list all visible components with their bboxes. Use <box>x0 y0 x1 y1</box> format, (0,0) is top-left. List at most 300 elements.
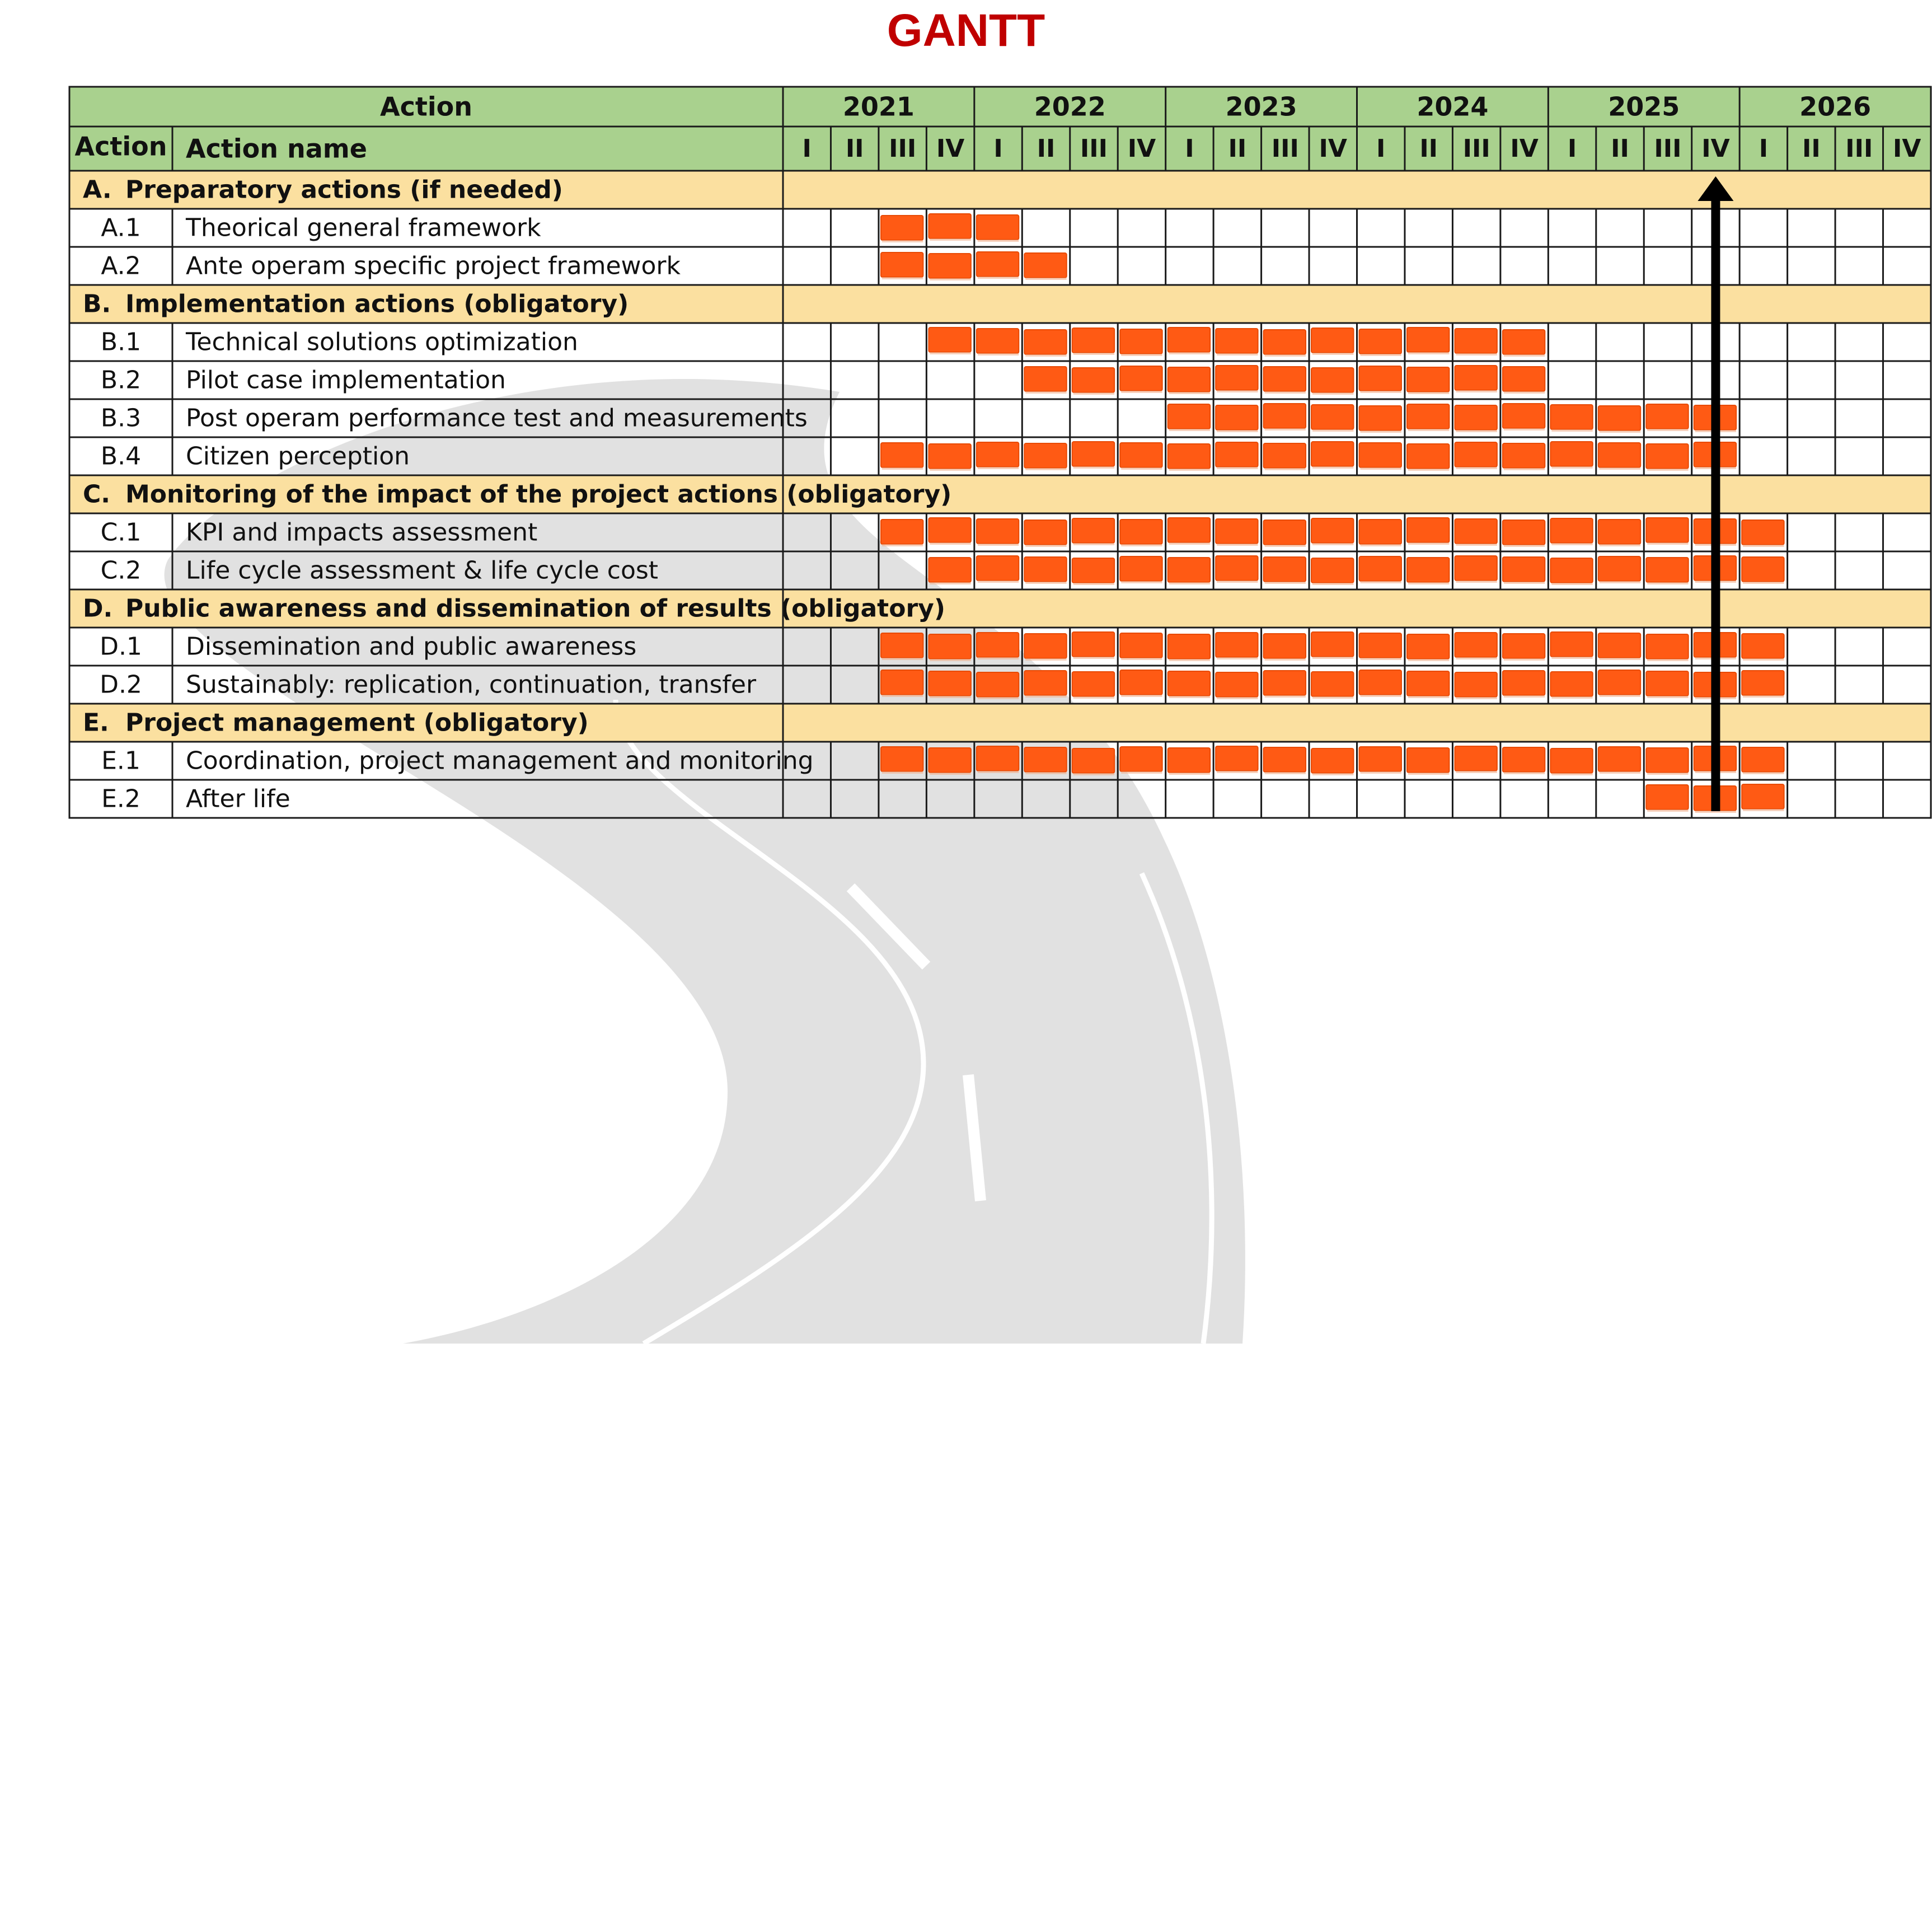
quarter-label: II <box>1228 134 1247 163</box>
gantt-bar <box>929 444 970 469</box>
gantt-bar <box>1407 518 1449 542</box>
gantt-bar <box>881 633 923 658</box>
gantt-bar-shadow <box>1743 809 1784 811</box>
gantt-bar <box>1503 404 1545 428</box>
gantt-bar-shadow <box>1456 544 1497 546</box>
gantt-bar-shadow <box>1025 582 1066 584</box>
gantt-bar <box>1742 557 1784 582</box>
quarter-label: I <box>1567 134 1577 163</box>
gantt-bar-shadow <box>1408 469 1449 471</box>
gantt-bar-shadow <box>930 696 970 698</box>
gantt-bar <box>1264 330 1306 354</box>
gantt-bar <box>1550 518 1592 543</box>
gantt-bar-shadow <box>1217 771 1258 773</box>
gantt-bar <box>1598 443 1640 467</box>
gantt-bar <box>1120 556 1162 581</box>
quarter-label: II <box>1802 134 1821 163</box>
year-label: 2022 <box>1034 91 1106 122</box>
gantt-bar-shadow <box>1743 545 1784 547</box>
section-title: Public awareness and dissemination of results (obligatory) <box>125 594 945 623</box>
gantt-bar <box>929 748 970 773</box>
gantt-bar <box>1264 557 1306 582</box>
gantt-bar-shadow <box>978 657 1019 659</box>
gantt-bar-shadow <box>1169 773 1210 775</box>
task-id: B.4 <box>100 442 142 471</box>
gantt-bar-shadow <box>1504 354 1545 357</box>
gantt-bar <box>1024 253 1066 278</box>
gantt-bar <box>1455 633 1497 657</box>
gantt-bar <box>1742 634 1784 658</box>
gantt-bar <box>1264 443 1306 468</box>
gantt-bar-shadow <box>1312 696 1353 699</box>
task-id: D.2 <box>100 670 142 699</box>
gantt-bar <box>1646 785 1688 809</box>
gantt-bar-shadow <box>1504 428 1545 430</box>
gantt-bar-shadow <box>1217 353 1258 355</box>
gantt-bar-shadow <box>978 277 1019 279</box>
gantt-bar <box>1072 748 1114 773</box>
gantt-bar-shadow <box>978 544 1019 546</box>
gantt-bar-shadow <box>978 697 1019 699</box>
gantt-bar-shadow <box>1600 430 1640 433</box>
gantt-bar <box>1359 633 1401 658</box>
section-code: B. <box>83 289 111 319</box>
gantt-bar <box>1072 518 1114 543</box>
gantt-bar <box>1311 748 1353 773</box>
header-action-name: Action name <box>186 133 367 164</box>
year-label: 2021 <box>842 91 915 122</box>
gantt-bar <box>1216 746 1258 771</box>
gantt-bar-shadow <box>1456 467 1497 469</box>
gantt-bar-shadow <box>1408 696 1449 698</box>
gantt-bar <box>1311 405 1353 429</box>
quarter-label: II <box>1419 134 1438 163</box>
section-title: Preparatory actions (if needed) <box>125 175 563 204</box>
gantt-bar-shadow <box>1600 581 1640 583</box>
quarter-label: IV <box>1127 134 1156 163</box>
gantt-bar <box>929 327 970 352</box>
gantt-bar-shadow <box>1647 659 1688 661</box>
gantt-bar-shadow <box>1025 772 1066 774</box>
gantt-bar <box>1407 558 1449 582</box>
gantt-bar-shadow <box>1456 697 1497 699</box>
gantt-bar-shadow <box>1551 466 1592 469</box>
gantt-bar <box>881 443 923 467</box>
gantt-bar-shadow <box>1551 583 1592 585</box>
gantt-bar <box>1359 366 1401 391</box>
task-name: Pilot case implementation <box>186 366 506 395</box>
gantt-bar <box>1168 671 1210 696</box>
gantt-bar <box>1359 670 1401 695</box>
gantt-bar <box>1311 442 1353 466</box>
gantt-bar-shadow <box>978 353 1019 355</box>
task-id: C.1 <box>100 518 142 547</box>
section-title: Project management (obligatory) <box>125 708 589 737</box>
gantt-bar <box>1407 748 1449 773</box>
gantt-bar <box>1359 556 1401 581</box>
task-id: D.1 <box>100 632 142 661</box>
gantt-bar-shadow <box>930 582 970 584</box>
quarter-label: III <box>1462 134 1490 163</box>
gantt-bar-shadow <box>1073 773 1114 775</box>
gantt-bar-shadow <box>1600 467 1640 470</box>
year-label: 2024 <box>1417 91 1489 122</box>
gantt-bar-shadow <box>1025 695 1066 698</box>
gantt-bar <box>977 252 1019 277</box>
gantt-bar-shadow <box>1551 657 1592 659</box>
gantt-bar <box>1120 366 1162 391</box>
gantt-bar-shadow <box>882 240 923 242</box>
gantt-bar <box>1550 558 1592 583</box>
quarter-label: I <box>993 134 1003 163</box>
year-label: 2025 <box>1608 91 1680 122</box>
gantt-bar-shadow <box>978 240 1019 242</box>
gantt-bar <box>1024 557 1066 582</box>
gantt-bar-shadow <box>1312 657 1353 659</box>
gantt-bar <box>1024 330 1066 354</box>
gantt-bar-shadow <box>1361 581 1401 583</box>
gantt-bar-shadow <box>1647 582 1688 584</box>
gantt-bar-shadow <box>1551 773 1592 775</box>
gantt-bar-shadow <box>1647 429 1688 431</box>
gantt-bar-shadow <box>1312 583 1353 585</box>
gantt-bar <box>1646 671 1688 696</box>
gantt-bar-shadow <box>1504 391 1545 394</box>
gantt-bar <box>1455 405 1497 430</box>
gantt-bar <box>1311 328 1353 353</box>
gantt-bar-shadow <box>1408 773 1449 775</box>
task-name: Sustainably: replication, continuation, transfer <box>186 670 757 699</box>
gantt-bar-shadow <box>930 352 970 354</box>
gantt-bar <box>881 520 923 544</box>
quarter-label: III <box>1654 134 1682 163</box>
gantt-bar-shadow <box>1025 545 1066 547</box>
gantt-bar <box>977 215 1019 240</box>
gantt-bar <box>1455 442 1497 467</box>
gantt-bar <box>977 442 1019 467</box>
section-code: A. <box>83 175 112 204</box>
gantt-bar <box>1216 366 1258 390</box>
gantt-bar <box>1216 329 1258 353</box>
gantt-bar <box>977 519 1019 544</box>
quarter-label: II <box>845 134 864 163</box>
gantt-bar <box>881 747 923 771</box>
gantt-bar <box>977 672 1019 697</box>
gantt-bar <box>1503 557 1545 582</box>
gantt-bar-shadow <box>930 542 970 545</box>
gantt-bar <box>1168 367 1210 392</box>
gantt-bar <box>1168 558 1210 582</box>
gantt-bar <box>1216 672 1258 697</box>
gantt-bar-shadow <box>1217 697 1258 699</box>
gantt-bar <box>929 634 970 659</box>
task-name: Life cycle assessment & life cycle cost <box>186 556 659 585</box>
gantt-bar <box>1407 404 1449 429</box>
quarter-label: II <box>1037 134 1056 163</box>
gantt-bar <box>1359 406 1401 430</box>
task-id: E.1 <box>101 746 140 775</box>
gantt-bar-shadow <box>1025 468 1066 470</box>
gantt-bar-shadow <box>1265 468 1306 470</box>
gantt-bar <box>1311 632 1353 657</box>
gantt-bar <box>1503 443 1545 468</box>
gantt-bar <box>1359 747 1401 771</box>
gantt-bar-shadow <box>1647 542 1688 545</box>
gantt-bar <box>1742 520 1784 545</box>
gantt-bar <box>1216 405 1258 430</box>
quarter-label: III <box>1845 134 1873 163</box>
gantt-bar <box>881 670 923 695</box>
gantt-bar-shadow <box>1169 352 1210 354</box>
gantt-bar-shadow <box>1073 543 1114 545</box>
gantt-bar <box>1024 671 1066 695</box>
gantt-bar-shadow <box>1121 391 1162 393</box>
gantt-bar <box>1359 443 1401 467</box>
gantt-bar-shadow <box>1217 390 1258 392</box>
gantt-bar-shadow <box>1169 392 1210 394</box>
gantt-bar-shadow <box>1600 658 1640 660</box>
gantt-bar <box>1503 367 1545 391</box>
gantt-bar <box>1264 747 1306 772</box>
gantt-bar <box>1311 558 1353 583</box>
gantt-bar-shadow <box>1217 467 1258 469</box>
gantt-bar-shadow <box>1121 354 1162 356</box>
gantt-bar <box>1646 444 1688 469</box>
task-name: KPI and impacts assessment <box>186 518 538 547</box>
gantt-bar <box>1407 671 1449 696</box>
gantt-bar <box>1455 519 1497 544</box>
gantt-bar <box>881 252 923 277</box>
gantt-bar <box>1264 634 1306 658</box>
gantt-bar-shadow <box>1647 809 1688 812</box>
gantt-bar <box>1216 519 1258 544</box>
gantt-bar <box>1503 520 1545 545</box>
gantt-bar-shadow <box>1265 658 1306 661</box>
gantt-bar-shadow <box>1312 429 1353 432</box>
gantt-bar-shadow <box>1025 658 1066 661</box>
quarter-label: IV <box>1319 134 1347 163</box>
gantt-bar <box>1598 747 1640 771</box>
gantt-bar <box>1072 442 1114 466</box>
gantt-bar <box>1024 634 1066 658</box>
gantt-bar <box>1168 518 1210 542</box>
gantt-bar <box>1742 784 1784 809</box>
gantt-bar-shadow <box>1073 583 1114 585</box>
gantt-bar-shadow <box>930 659 970 661</box>
task-id: B.2 <box>100 366 142 395</box>
gantt-bar-shadow <box>1217 581 1258 583</box>
gantt-bar <box>1646 748 1688 773</box>
gantt-bar <box>1168 748 1210 773</box>
gantt-bar-shadow <box>1647 469 1688 471</box>
gantt-bar <box>977 556 1019 581</box>
task-name: Citizen perception <box>186 442 410 471</box>
gantt-bar <box>1455 329 1497 353</box>
gantt-bar <box>1120 329 1162 354</box>
gantt-bar <box>1598 670 1640 695</box>
gantt-bar-shadow <box>882 771 923 774</box>
gantt-bar-shadow <box>1169 429 1210 431</box>
gantt-bar-shadow <box>1073 392 1114 395</box>
gantt-bar <box>1742 671 1784 695</box>
quarter-label: IV <box>1701 134 1730 163</box>
task-id: B.3 <box>100 404 142 433</box>
gantt-bar <box>1120 670 1162 695</box>
gantt-bar <box>1311 368 1353 392</box>
task-name: Coordination, project management and monitoring <box>186 746 814 775</box>
gantt-bar-shadow <box>1265 354 1306 357</box>
gantt-bar <box>1264 520 1306 545</box>
gantt-bar-shadow <box>1743 695 1784 698</box>
gantt-bar-shadow <box>1551 429 1592 432</box>
quarter-label: III <box>889 134 917 163</box>
header-action: Action <box>74 131 167 162</box>
gantt-bar-shadow <box>1025 391 1066 394</box>
task-name: Theorical general framework <box>186 213 541 242</box>
gantt-bar-shadow <box>1408 352 1449 354</box>
gantt-bar-shadow <box>1169 542 1210 545</box>
gantt-bar <box>1503 747 1545 772</box>
gantt-bar-shadow <box>1121 467 1162 470</box>
gantt-bar-shadow <box>1361 544 1401 546</box>
gantt-bar-shadow <box>1456 657 1497 659</box>
quarter-label: I <box>1185 134 1194 163</box>
gantt-bar-shadow <box>1600 544 1640 546</box>
gantt-bar <box>1646 634 1688 659</box>
gantt-bar <box>1359 329 1401 354</box>
gantt-bar-shadow <box>1504 545 1545 547</box>
gantt-bar-shadow <box>930 773 970 775</box>
gantt-bar-shadow <box>882 277 923 279</box>
section-code: D. <box>83 594 113 623</box>
quarter-label: IV <box>1510 134 1539 163</box>
gantt-bar-shadow <box>1073 696 1114 699</box>
gantt-bar-shadow <box>1169 469 1210 471</box>
gantt-bar <box>1120 443 1162 467</box>
gantt-bar <box>881 216 923 240</box>
gantt-bar <box>1550 405 1592 429</box>
gantt-bar-shadow <box>1025 354 1066 357</box>
task-name: Post operam performance test and measurements <box>186 404 808 433</box>
gantt-bar <box>1311 672 1353 696</box>
gantt-bar-shadow <box>930 278 970 280</box>
gantt-bar <box>1598 556 1640 581</box>
chart-title: GANTT <box>887 5 1045 56</box>
gantt-bar-shadow <box>1551 543 1592 545</box>
gantt-bar-shadow <box>1408 392 1449 394</box>
gantt-bar <box>1359 520 1401 544</box>
gantt-bar-shadow <box>1743 772 1784 774</box>
gantt-bar-shadow <box>1265 428 1306 430</box>
gantt-bar-shadow <box>1265 772 1306 774</box>
gantt-bar <box>1264 404 1306 428</box>
gantt-bar <box>1550 672 1592 696</box>
gantt-bar <box>1455 556 1497 581</box>
gantt-bar-shadow <box>978 771 1019 773</box>
gantt-bar-shadow <box>1121 658 1162 660</box>
gantt-bar-shadow <box>1217 657 1258 659</box>
gantt-bar <box>1216 556 1258 581</box>
gantt-bar <box>929 254 970 278</box>
gantt-bar-shadow <box>1361 771 1401 774</box>
gantt-bar-shadow <box>882 467 923 470</box>
gantt-bar <box>977 329 1019 353</box>
gantt-bar <box>1024 367 1066 391</box>
gantt-bar-shadow <box>1600 695 1640 697</box>
quarter-label: II <box>1611 134 1629 163</box>
gantt-bar <box>929 558 970 582</box>
task-id: A.1 <box>101 213 141 242</box>
gantt-bar-shadow <box>930 238 970 241</box>
gantt-bar-shadow <box>1361 354 1401 356</box>
quarter-label: I <box>802 134 812 163</box>
task-id: E.2 <box>101 784 140 813</box>
gantt-bar <box>1503 330 1545 354</box>
gantt-bar <box>1264 671 1306 695</box>
gantt-bar <box>1168 634 1210 659</box>
gantt-bar <box>1120 747 1162 771</box>
gantt-bar-shadow <box>1361 695 1401 697</box>
gantt-bar-shadow <box>882 544 923 546</box>
gantt-bar <box>1168 327 1210 352</box>
gantt-bar <box>1407 367 1449 392</box>
quarter-label: III <box>1080 134 1108 163</box>
gantt-bar <box>1072 368 1114 392</box>
gantt-bar <box>1598 520 1640 544</box>
gantt-bar-shadow <box>1743 658 1784 661</box>
gantt-bar-shadow <box>1408 429 1449 431</box>
gantt-bar-shadow <box>1456 771 1497 773</box>
task-id: A.2 <box>101 251 141 280</box>
gantt-bar-shadow <box>1361 658 1401 660</box>
gantt-bar <box>977 633 1019 657</box>
gantt-bar-shadow <box>978 581 1019 583</box>
gantt-bar <box>1311 518 1353 543</box>
gantt-bar-shadow <box>1073 353 1114 355</box>
gantt-bar <box>1646 404 1688 429</box>
gantt-bar <box>1455 366 1497 390</box>
task-name: After life <box>186 784 290 813</box>
gantt-bar-shadow <box>1456 390 1497 392</box>
gantt-bar <box>1503 671 1545 695</box>
year-label: 2026 <box>1799 91 1872 122</box>
quarter-label: IV <box>936 134 965 163</box>
gantt-bar-shadow <box>1217 544 1258 546</box>
gantt-bar-shadow <box>1217 430 1258 432</box>
gantt-bar-shadow <box>1743 582 1784 584</box>
task-id: C.2 <box>100 556 142 585</box>
gantt-bar-shadow <box>1025 278 1066 280</box>
gantt-bar-shadow <box>1121 695 1162 697</box>
gantt-bar-shadow <box>1361 430 1401 433</box>
gantt-bar-shadow <box>1408 659 1449 661</box>
gantt-bar-shadow <box>1504 582 1545 584</box>
gantt-bar <box>1120 520 1162 544</box>
gantt-bar <box>1598 633 1640 658</box>
gantt-bar <box>1407 634 1449 659</box>
gantt-bar-shadow <box>882 695 923 697</box>
gantt-bar-shadow <box>882 658 923 660</box>
gantt-bar-shadow <box>1456 430 1497 432</box>
gantt-bar-shadow <box>1456 353 1497 355</box>
gantt-bar-shadow <box>930 469 970 471</box>
gantt-bar <box>929 518 970 542</box>
gantt-bar-shadow <box>1121 771 1162 774</box>
task-name: Dissemination and public awareness <box>186 632 637 661</box>
gantt-bar-shadow <box>1504 658 1545 661</box>
gantt-bar <box>1024 443 1066 468</box>
gantt-bar-shadow <box>1504 772 1545 774</box>
